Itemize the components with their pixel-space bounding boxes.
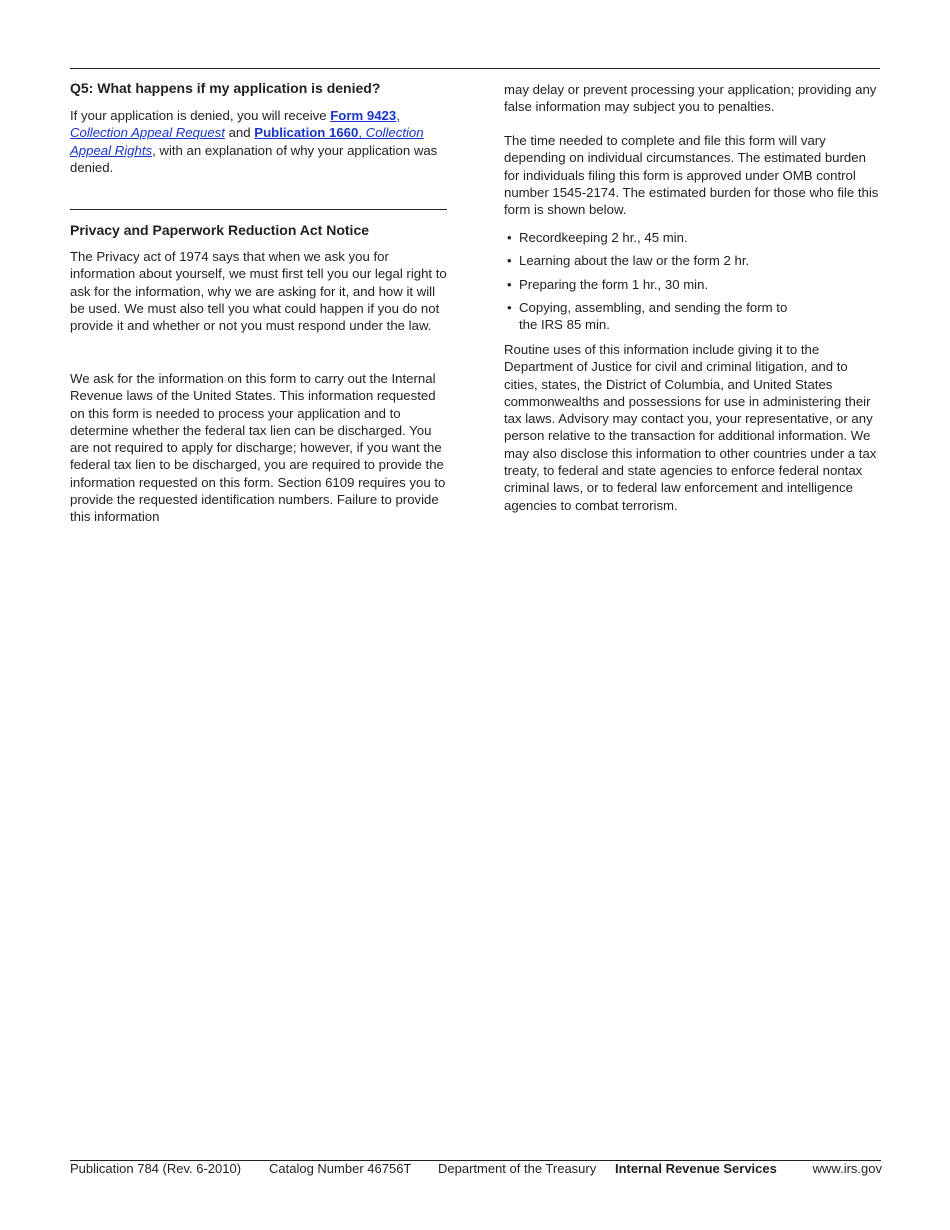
form-9423-link-label: Form 9423	[330, 108, 397, 123]
list-item	[504, 229, 884, 246]
q5-text-a: If your application is denied, you will receive	[70, 108, 331, 123]
burden-paragraph: The time needed to complete and file this form will vary depending on individual circumstances. The estimated burden for individuals filing this form is approved under OMB control number 1545-2174. The estimated burden for those who file this form is shown below.	[504, 133, 879, 218]
publication-1660-link[interactable]: Publication 1660, Collection Appeal Rights	[70, 125, 424, 158]
footer-publication: Publication 784 (Rev. 6-2010)	[70, 1161, 242, 1176]
q5-text-b: and	[224, 125, 255, 141]
bullet-icon: •	[507, 230, 512, 245]
list-item	[504, 276, 884, 293]
q5-text-c: , with an explanation of why your application was denied.	[70, 142, 438, 175]
list-item-text: Copying, assembling, and sending the form to the IRS 85 min.	[519, 299, 788, 333]
list-item	[504, 299, 884, 334]
form-9423-link[interactable]: Form 9423, Collection Appeal Request	[70, 108, 400, 141]
publication-1660-link-label: Publication 1660	[254, 125, 359, 141]
privacy-paragraph-1: The Privacy act of 1974 says that when we ask you for information about yourself, we must first tell you our legal right to ask for the information, why we are asking for it, and how it will be used. We must also tell you what could happen if you do not provide it and whether or not you must respond under the law.	[70, 249, 447, 334]
q5-paragraph	[70, 107, 450, 176]
q5-heading: Q5: What happens if my application is denied?	[70, 80, 381, 96]
list-item-text: Learning about the law or the form 2 hr.	[519, 253, 750, 269]
burden-list	[504, 229, 884, 339]
privacy-paragraph-2: We ask for the information on this form to carry out the Internal Revenue laws of the United States. This information requested on this form is needed to process your application and to determine whether the federal tax lien can be discharged. You are not required to apply for discharge; however, if you want the federal tax lien to be discharged, you are required to provide the information requested on this form. Section 6109 requires you to provide the requested identification numbers. Failure to provide this information	[70, 371, 446, 525]
privacy-paragraph-3: may delay or prevent processing your application; providing any false information may subject you to penalties.	[504, 82, 877, 115]
footer-website: www.irs.gov	[812, 1161, 882, 1176]
footer-department: Department of the Treasury	[438, 1161, 597, 1176]
bullet-icon: •	[507, 299, 512, 315]
footer-agency: Internal Revenue Services	[615, 1161, 777, 1176]
form-9423-link-title: Collection Appeal Request	[70, 125, 225, 141]
privacy-divider	[70, 209, 447, 210]
page-footer	[70, 1160, 882, 1178]
list-item-text: Recordkeeping 2 hr., 45 min.	[519, 230, 688, 245]
privacy-heading: Privacy and Paperwork Reduction Act Notice	[70, 222, 370, 238]
publication-1660-link-title: Collection Appeal Rights	[70, 125, 424, 158]
bullet-icon: •	[507, 276, 512, 292]
bullet-icon: •	[507, 253, 512, 269]
top-divider	[70, 68, 880, 69]
list-item	[504, 252, 884, 269]
footer-catalog: Catalog Number 46756T	[269, 1161, 412, 1176]
list-item-text: Preparing the form 1 hr., 30 min.	[519, 276, 709, 292]
routine-uses-paragraph: Routine uses of this information include giving it to the Department of Justice for civil and criminal litigation, and to cities, states, the District of Columbia, and United States commonwealths and possessions for use in administering their tax laws. Advisory may contact you, your representative, or any person relative to the transaction for additional information. We may also disclose this information to other countries under a tax treaty, to federal and state agencies to enforce federal nontax criminal laws, or to federal law enforcement and intelligence agencies to combat terrorism.	[504, 342, 877, 513]
